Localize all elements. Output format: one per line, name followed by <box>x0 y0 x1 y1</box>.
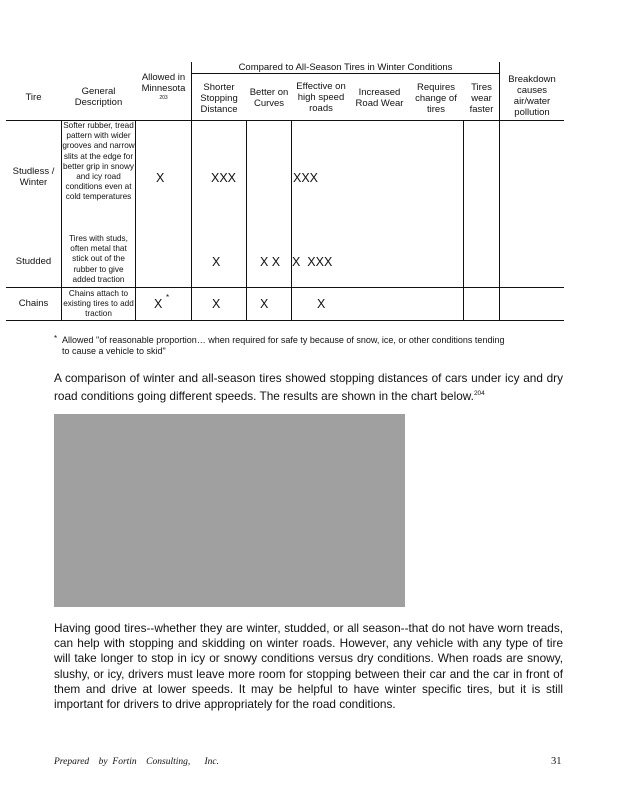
closing-paragraph: Having good tires--whether they are winter, studded, or all season--that do not have worn treads, can help with stopping and skidding on winter roads. However, any vehicle with any type of tire will take longer to stop in icy or snowy conditions versus dry conditions. When roads are snowy, slushy, or icy, drivers must leave more room for stopping between their car and the car in front of them and drive at lower speeds. It may be helpful to have winter specific tires, but it is still important for drivers to drive appropriately for the road conditions. <box>54 621 563 712</box>
column-divider <box>463 120 464 320</box>
row-curves-studded: X X <box>260 255 281 269</box>
row-divider <box>6 287 564 288</box>
footnote-line-1: Allowed "of reasonable proportion… when required for safe ty because of snow, ice, or other conditions tending <box>62 335 505 345</box>
row-tire-studless: Studless / Winter <box>12 166 55 188</box>
row-curves-chains: X <box>260 297 269 311</box>
row-allowed-chains: X <box>154 297 163 311</box>
header-effective-high-speed: Effective on high speed roads <box>296 80 346 114</box>
header-tire: Tire <box>25 91 42 103</box>
column-divider <box>246 120 247 320</box>
chart-image-placeholder <box>54 414 405 607</box>
table-bottom-rule <box>6 320 564 321</box>
footnote-line-2: to cause a vehicle to skid" <box>62 346 166 356</box>
intro-citation: 204 <box>473 390 485 398</box>
header-general-description: General Description <box>74 86 123 108</box>
column-divider <box>291 120 292 320</box>
row-speed-studless: XXX <box>293 171 319 185</box>
row-description-chains: Chains attach to existing tires to add traction <box>63 289 134 319</box>
column-divider <box>135 120 136 320</box>
row-speed-chains: X <box>317 297 326 311</box>
intro-paragraph <box>54 371 563 404</box>
row-description-studless: Softer rubber, tread pattern with wider grooves and narrow slits at the edge for better grip in snowy and icy road conditions even at cold temperatures <box>62 121 135 202</box>
header-requires-change: Requires change of tires <box>415 81 457 115</box>
group-header: Compared to All-Season Tires in Winter Conditions <box>238 62 453 73</box>
header-better-on-curves: Better on Curves <box>249 87 289 109</box>
row-speed-studded: X XXX <box>292 255 333 269</box>
intro-text: A comparison of winter and all-season tires showed stopping distances of cars under icy and dry road conditions going different speeds. The results are shown in the chart below. <box>54 371 563 404</box>
footer-credit: Prepared by Fortin Consulting, Inc. <box>54 757 220 767</box>
header-breakdown-pollution: Breakdown causes air/water pollution <box>508 74 556 118</box>
row-shorter-chains: X <box>212 297 221 311</box>
header-tires-wear-faster: Tires wear faster <box>469 81 494 115</box>
header-allowed-in-minnesota: Allowed in Minnesota <box>141 72 186 94</box>
header-increased-road-wear: Increased Road Wear <box>355 87 404 109</box>
row-shorter-studless: XXX <box>211 171 237 185</box>
header-shorter-stopping-distance: Shorter Stopping Distance <box>200 81 238 115</box>
header-allowed-ref: 203 <box>159 94 168 101</box>
row-tire-studded: Studded <box>15 255 52 267</box>
page-number: 31 <box>551 756 562 767</box>
row-shorter-studded: X <box>212 255 221 269</box>
row-tire-chains: Chains <box>18 297 49 309</box>
row-allowed-studless: X <box>156 171 165 185</box>
row-allowed-chains-footnote-mark: * <box>166 293 170 302</box>
row-description-studded: Tires with studs, often metal that stick out of the rubber to give added traction <box>69 234 128 284</box>
footnote-mark: * <box>54 334 58 343</box>
